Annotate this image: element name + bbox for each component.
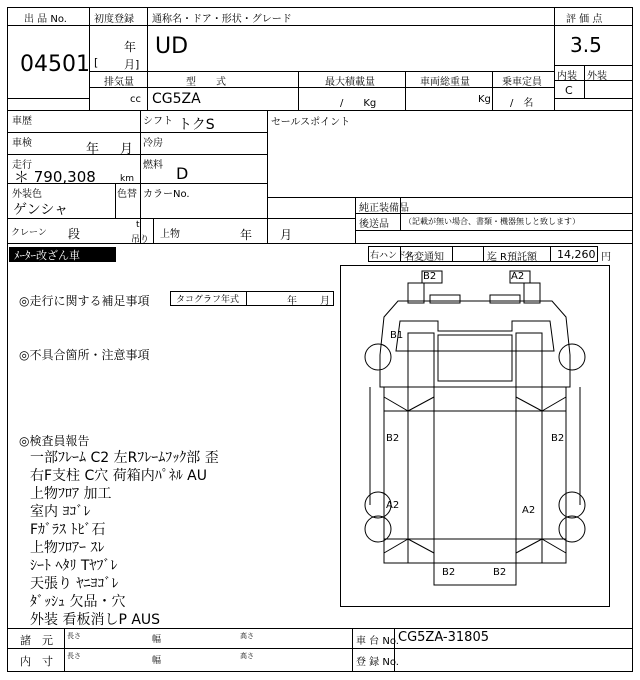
genuine-equipment-label: 純正装備品 [359, 203, 409, 214]
fuel-value: D [176, 164, 189, 183]
cab-roof-right [490, 295, 520, 303]
footer-width-1: 幅 [152, 635, 162, 645]
interior-label: 内装 [557, 71, 577, 82]
windshield [396, 321, 554, 351]
mark-left-low: A2 [386, 500, 400, 511]
ac-label: 冷房 [143, 138, 163, 149]
footer-height-1: 高さ [240, 632, 254, 640]
left-rear-wheel-2 [365, 516, 391, 542]
meter-tampered-text: ﾒｰﾀｰ改ざん車 [14, 249, 80, 262]
max-load-unit: / Kg [340, 98, 377, 109]
aftermarket-label: 後送品 [359, 219, 389, 230]
history-label: 車歴 [12, 116, 32, 127]
gross-weight-label: 車両総重量 [420, 77, 470, 88]
inspection-month: 月 [120, 142, 134, 157]
ext-color-value: ゲンシャ [13, 202, 69, 218]
left-mirror [408, 283, 424, 303]
name-change-label: 名変通知 [404, 252, 444, 263]
inspector-report-line: 右F支柱 C穴 荷箱内ﾊﾟﾈﾙ AU [30, 468, 208, 484]
body-month: 月 [280, 228, 293, 242]
mark-top-right: A2 [511, 271, 525, 282]
mileage-label: 走行 [12, 160, 32, 171]
capacity-label: 乗車定員 [502, 77, 542, 88]
sales-point-label: セールスポイント [271, 117, 351, 128]
model-value: CG5ZA [152, 91, 201, 107]
grade-label: 評 価 点 [566, 14, 603, 25]
defects-label: ◎不具合箇所・注意事項 [19, 348, 150, 362]
inspector-report-line: ｼｰﾄ ﾍﾀﾘ Tﾔﾌﾞﾚ [30, 558, 118, 574]
tacho-month: 月 [320, 296, 330, 307]
crane-t: t [136, 220, 140, 230]
interior-grade: C [565, 84, 573, 97]
inspector-report-line: 外装 看板消しP AUS [30, 612, 161, 628]
mark-right-low: A2 [522, 505, 536, 516]
overall-grade: 3.5 [570, 33, 602, 57]
inspector-report-line: 室内 ﾖｺﾞﾚ [30, 504, 91, 520]
lot-number: 04501 [20, 52, 90, 77]
gross-weight-unit: Kg [478, 94, 491, 105]
mileage-value: ＊ 790,308 [14, 168, 96, 186]
left-door [408, 333, 434, 387]
car-name: UD [155, 34, 189, 59]
mark-bottom-right: B2 [493, 567, 507, 578]
truck-diagram [340, 265, 610, 607]
footer-len-1: 長さ [67, 632, 81, 640]
mark-left-mid: B2 [386, 433, 400, 444]
footer-inner-label: 内 寸 [20, 655, 53, 668]
mark-top-left: B2 [423, 271, 437, 282]
shift-value: トクS [178, 117, 215, 133]
reg-no-label: 登 録 No. [356, 657, 399, 668]
ext-color-label: 外装色 [12, 189, 42, 200]
lot-no-label: 出 品 No. [24, 14, 67, 25]
shift-label: シフト [143, 116, 173, 127]
inspector-label: ◎検査員報告 [19, 434, 90, 448]
inspector-report-line: 一部ﾌﾚｰﾑ C2 左Rﾌﾚｰﾑﾌｯｸ部 歪 [30, 450, 219, 466]
max-load-label: 最大積載量 [325, 77, 375, 88]
aftermarket-note: （記載が無い場合、書類・機器無しと致します） [404, 217, 580, 226]
first-reg-label: 初度登録 [94, 14, 134, 25]
inspector-report-line: 上物ﾌﾛｱｰ ｽﾚ [30, 540, 105, 556]
model-label: 型 式 [186, 77, 226, 88]
capacity-unit: / 名 [510, 98, 534, 109]
mileage-unit: km [120, 174, 134, 184]
right-door [516, 333, 542, 387]
fuel-label: 燃料 [143, 160, 163, 171]
right-front-wheel [559, 344, 585, 370]
chassis-label: 車 台 No. [356, 636, 399, 647]
exterior-label: 外装 [587, 71, 607, 82]
first-reg-bracket: [ [94, 56, 99, 69]
deadline-label: 迄 [487, 252, 497, 263]
right-rear-wheel-2 [559, 516, 585, 542]
inspection-year: 年 [86, 142, 100, 157]
crane-hang: 吊り [131, 235, 150, 245]
body-label: 上物 [160, 229, 180, 240]
color-change-label: 色替 [117, 189, 137, 200]
displacement-unit: cc [130, 94, 141, 105]
inspector-report-line: 天張り ﾔﾆﾖｺﾞﾚ [30, 576, 119, 592]
footer-box [7, 628, 633, 672]
chassis-value: CG5ZA-31805 [398, 630, 489, 645]
cargo-outline [384, 387, 566, 563]
body-year: 年 [240, 228, 253, 242]
footer-width-2: 幅 [152, 656, 162, 666]
first-reg-month-label: 月] [124, 58, 140, 71]
footer-specs-label: 諸 元 [20, 634, 53, 647]
mark-cab-front: B1 [390, 330, 404, 341]
footer-len-2: 長さ [67, 652, 81, 660]
displacement-label: 排気量 [104, 77, 134, 88]
footer-height-2: 高さ [240, 652, 254, 660]
right-hand-label: 右ハンドル [370, 251, 416, 261]
mark-right-mid: B2 [551, 433, 565, 444]
cab-center [438, 335, 512, 381]
cab-roof-left [430, 295, 460, 303]
inspector-report-line: 上物ﾌﾛｱ 加工 [30, 486, 112, 502]
driving-notes-label: ◎走行に関する補足事項 [19, 294, 150, 308]
inspector-report-line: Fｶﾞﾗｽ ﾄﾋﾞ石 [30, 522, 106, 538]
tachograph-label: タコグラフ年式 [176, 295, 240, 305]
name-label: 通称名・ドア・形状・グレード [152, 14, 292, 25]
r-deposit-value: 14,260 [557, 248, 596, 261]
left-front-wheel [365, 344, 391, 370]
crane-label: クレーン [11, 228, 47, 238]
right-mirror [524, 283, 540, 303]
inspection-label: 車検 [12, 138, 32, 149]
color-no-label: カラーNo. [143, 189, 190, 200]
tacho-year: 年 [287, 296, 297, 307]
right-rear-wheel [559, 492, 585, 518]
inspector-report-line: ﾀﾞｯｼｭ 欠品・穴 [30, 594, 126, 610]
first-reg-year-label: 年 [124, 40, 137, 54]
crane-stage: 段 [68, 227, 81, 241]
mark-bottom-left: B2 [442, 567, 456, 578]
r-deposit-label: R預託額 [500, 252, 537, 263]
r-deposit-unit: 円 [601, 252, 611, 263]
